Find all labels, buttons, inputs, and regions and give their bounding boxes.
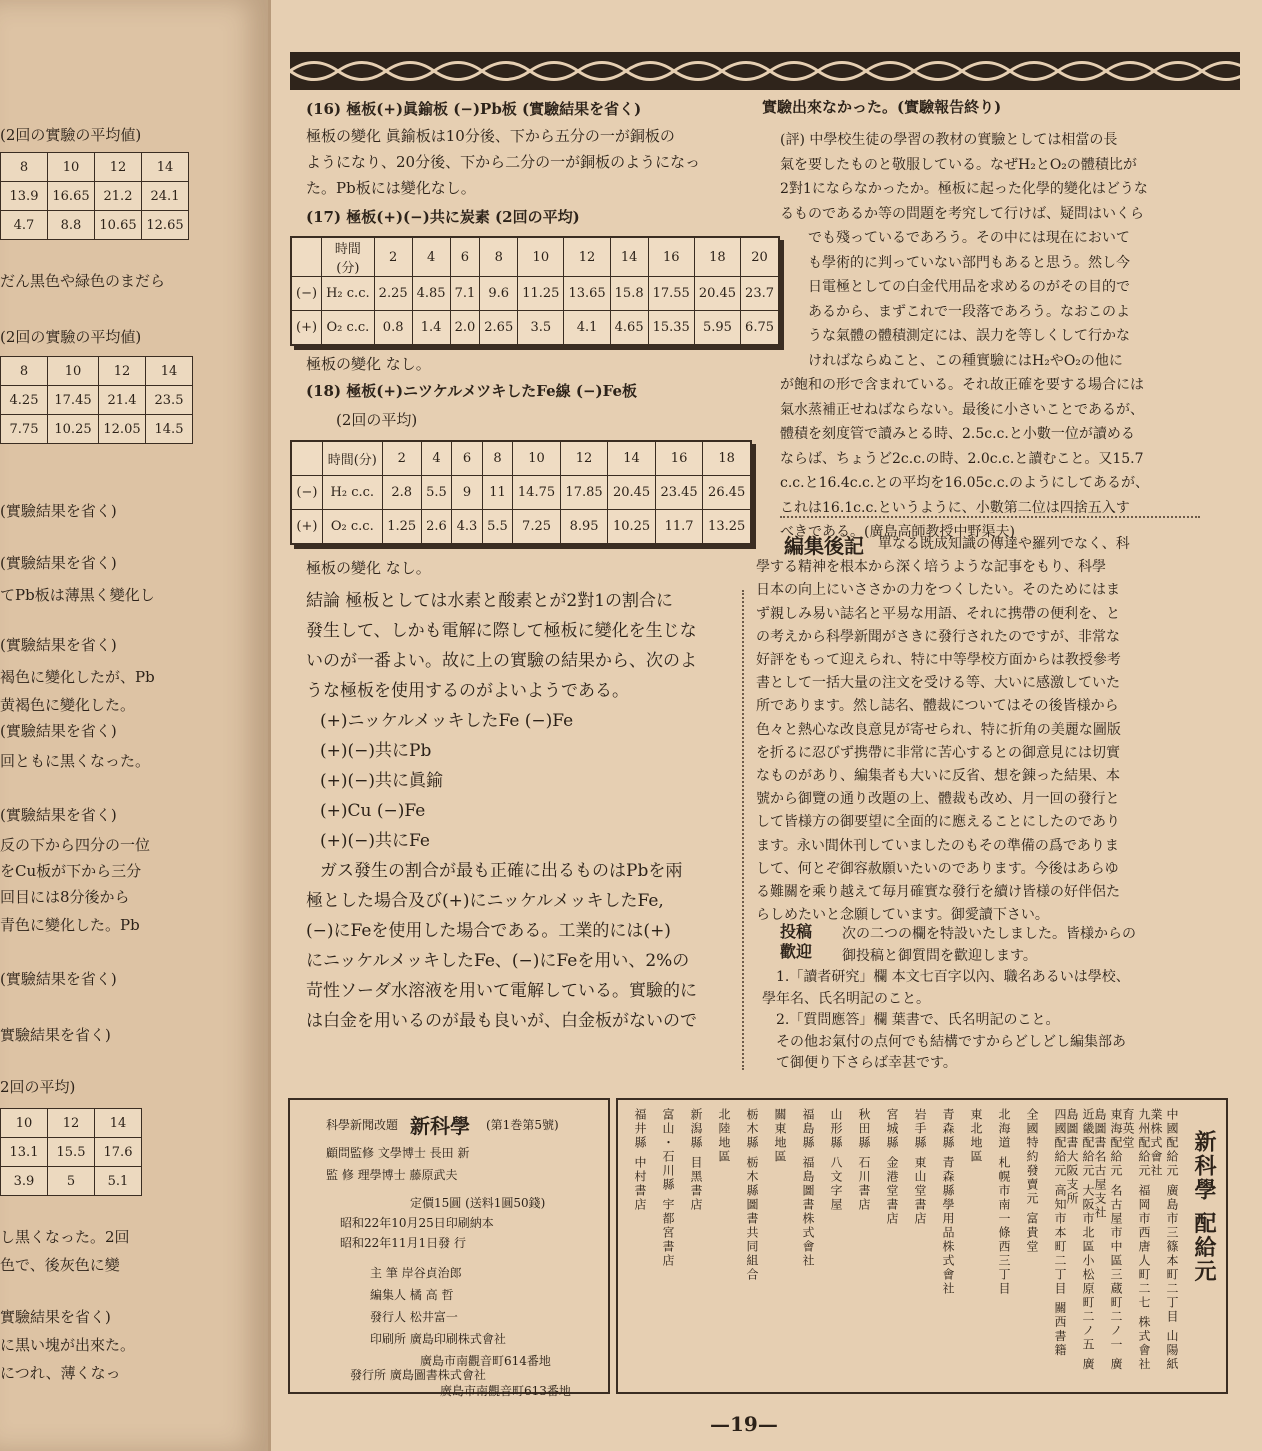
left-table-cell: 14 xyxy=(95,1109,142,1138)
left-page-line: 回ともに黒くなった。 xyxy=(0,752,151,770)
left-table-cell: 7.75 xyxy=(1,415,48,444)
table-header-cell: 20 xyxy=(741,237,779,277)
table-cell: 7.1 xyxy=(450,277,480,311)
left-table-cell: 3.9 xyxy=(1,1167,48,1196)
section-divider xyxy=(780,516,1200,518)
colophon-box xyxy=(288,1098,610,1398)
colophon-line: 廣島市南觀音町613番地 xyxy=(440,1384,571,1398)
left-page-line: 實驗結果を省く) xyxy=(0,1308,111,1326)
exp18-subtitle: (2回の平均) xyxy=(336,411,418,429)
table-header-cell: 12 xyxy=(560,441,608,476)
distributor-column: 全國特約發賣元 富貴堂 xyxy=(1025,1108,1039,1254)
critique-line: c.c.と16.4c.c.との平均を16.05c.c.のようにしてあるが、 xyxy=(780,475,1149,491)
left-page-line: につれ、薄くなっ xyxy=(0,1364,121,1382)
table-cell: 20.45 xyxy=(608,476,656,510)
conclusion-line: (+)Cu (−)Fe xyxy=(320,801,426,821)
exp16-line: ようになり、20分後、下から二分の一が銅板のようになっ xyxy=(306,153,701,171)
editor-note-line: る難關を乘り越えて毎月確實な發行を續け皆様の好伴侶た xyxy=(756,884,1120,900)
left-table-cell: 4.25 xyxy=(1,386,48,415)
editor-note-line: して、何とぞ御容赦願いたいのであります。今後はあらゆ xyxy=(756,860,1119,877)
table-header-cell: 10 xyxy=(513,441,561,476)
exp18-table xyxy=(290,440,752,545)
critique-line: 日電極としての白金代用品を求めるのがその目的で xyxy=(808,279,1130,295)
table-cell: (+) xyxy=(291,311,322,346)
conclusion-line: (−)にFeを使用した場合である。工業的には(+) xyxy=(306,921,671,941)
left-table-cell: 17.45 xyxy=(48,386,99,415)
exp17-change: 極板の變化 なし。 xyxy=(306,355,431,373)
table-cell: 2.6 xyxy=(421,510,452,545)
colophon-line: 印刷所 廣島印刷株式會社 xyxy=(370,1332,506,1346)
editor-note-line: ます。永い間休刊していましたのもその準備の爲でありま xyxy=(756,837,1119,854)
table-header-cell: 2 xyxy=(382,441,421,476)
editor-note-line: なものがあり、編集者も大いに反省、想を錬った結果、本 xyxy=(756,768,1120,784)
left-page-line: 黄褐色に變化した。 xyxy=(0,696,136,714)
left-page-line: (2回の實驗の平均値) xyxy=(0,126,142,144)
main-page xyxy=(270,0,1262,1451)
left-table-cell: 12.65 xyxy=(142,211,189,240)
page-number: —19— xyxy=(710,1412,778,1436)
table-cell: (+) xyxy=(291,510,322,545)
conclusion-line: いのが一番よい。故に上の實驗の結果から、次のよ xyxy=(306,651,697,671)
table-header-cell: 4 xyxy=(421,441,452,476)
table-corner-cell xyxy=(291,237,322,277)
editor-note-heading: 編集後記 xyxy=(784,534,864,558)
critique-line: 體積を刻度管で讀みとる時、2.5c.c.と小數一位が讀める xyxy=(780,426,1135,442)
table-cell: 2.65 xyxy=(480,311,518,346)
left-page-table xyxy=(0,356,193,444)
left-table-cell: 12 xyxy=(48,1109,95,1138)
exp17-title: (17) 極板(+)(−)共に炭素 (2回の平均) xyxy=(306,208,580,226)
editor-note-line: の考えから科學新聞がさきに發行されたのですが、非常な xyxy=(756,628,1120,645)
table-cell: 23.45 xyxy=(655,476,703,510)
distributor-column: 青森縣 青森縣學用品株式會社 xyxy=(941,1108,955,1296)
table-header-cell: 2 xyxy=(374,237,412,277)
colophon-title: 新科學 xyxy=(410,1114,470,1138)
distributor-column: 新潟縣 目黑書店 xyxy=(689,1108,703,1212)
table-cell: 2.25 xyxy=(374,277,412,311)
table-cell: 6.75 xyxy=(741,311,779,346)
contribution-line: 2.「質問應答」欄 葉書で、氏名明記のこと。 xyxy=(776,1012,1060,1028)
colophon-line: 監 修 理學博士 藤原武夫 xyxy=(326,1168,458,1182)
critique-line: あるから、まずこれで一段落であろう。なおこのよ xyxy=(808,303,1130,320)
conclusion-line: 發生して、しかも電解に際して極板に變化を生じな xyxy=(306,621,697,641)
table-header-cell: 16 xyxy=(655,441,703,476)
critique-line: も學術的に判っていない部門もあると思う。然し今 xyxy=(808,254,1130,271)
left-table-cell: 8 xyxy=(1,153,48,182)
left-table-cell: 10.25 xyxy=(48,415,99,444)
left-table-cell: 10 xyxy=(48,153,95,182)
table-cell: 17.55 xyxy=(648,277,694,311)
colophon-line: 顧問監修 文學博士 長田 新 xyxy=(326,1146,470,1160)
left-table-cell: 10 xyxy=(48,357,99,386)
distributor-column: 栃木縣 栃木縣圖書共同組合 xyxy=(745,1108,759,1282)
editor-note-line: 好評をもって迎えられ、特に中等學校方面からは教授參考 xyxy=(756,652,1121,668)
table-cell: 11.7 xyxy=(655,510,703,545)
report-end: 實驗出來なかった。(實驗報告終り) xyxy=(762,98,1002,116)
colophon-title-small: 科學新聞改題 xyxy=(326,1118,399,1132)
critique-line: 2對1にならなかったか。極板に起った化學的變化はどうな xyxy=(780,181,1148,197)
left-table-cell: 14 xyxy=(142,153,189,182)
left-table-cell: 21.4 xyxy=(99,386,146,415)
left-table-cell: 5 xyxy=(48,1167,95,1196)
table-header-cell: 6 xyxy=(452,441,483,476)
left-page-line: (實驗結果を省く) xyxy=(0,554,117,572)
editor-note-line: 學する精神を根本から深く培うような記事をもり、科學 xyxy=(756,559,1106,576)
distributor-column: 富山・石川縣 宇都宮書店 xyxy=(661,1108,675,1268)
decorative-border-ornament xyxy=(290,52,1240,90)
left-table-cell: 12 xyxy=(95,153,142,182)
table-cell: (−) xyxy=(291,277,322,311)
table-cell: 15.8 xyxy=(610,277,648,311)
critique-line: るものであるか等の問題を考究して行けば、疑問はいくら xyxy=(780,205,1144,222)
table-cell: 11.25 xyxy=(518,277,564,311)
left-page-line: をCu板が下から三分 xyxy=(0,862,142,880)
editor-note-line: して皆様方の御要望に全面的に應えることにしたのであり xyxy=(756,814,1120,831)
conclusion-line: にニッケルメッキしたFe、(−)にFeを用い、2%の xyxy=(306,951,690,971)
critique-line: これは16.1c.c.というように、小數第二位は四捨五入す xyxy=(780,499,1130,516)
table-cell: 15.35 xyxy=(648,311,694,346)
editor-note-line: 單なる既成知識の傳達や羅列でなく、科 xyxy=(878,536,1130,552)
left-table-cell: 14.5 xyxy=(146,415,193,444)
editor-note-line: 書として一括大量の注文を受ける等、大いに感激していた xyxy=(756,675,1120,692)
colophon-line: 廣島市南觀音町614番地 xyxy=(420,1354,551,1368)
left-table-cell: 13.9 xyxy=(1,182,48,211)
contribution-line: 御投稿と御質問を歡迎します。 xyxy=(842,947,1037,964)
editor-note-line: 色々と熱心な改良意見が寄せられ、特に折角の美麗な圖版 xyxy=(756,721,1121,738)
editor-note-line: ず親しみ易い誌名と平易な用語、それに携帶の便利を、と xyxy=(756,605,1120,622)
distributor-column: 北海道 札幌市南一條西三丁目 xyxy=(997,1108,1011,1296)
colophon-line: 昭和22年11月1日發 行 xyxy=(340,1236,466,1250)
distributor-column: 近畿配給元 大阪市北區小松原町二ノ五 廣島圖書大阪支所 xyxy=(1065,1108,1095,1372)
left-table-cell: 12 xyxy=(99,357,146,386)
left-table-cell: 21.2 xyxy=(95,182,142,211)
critique-line: 氣を要したものと敬服している。なぜH₂とO₂の體積比が xyxy=(780,156,1137,173)
critique-line: (評) 中學校生徒の學習の教材の實驗としては相當の長 xyxy=(780,132,1118,148)
table-cell: 9 xyxy=(452,476,483,510)
distributor-column: 秋田縣 石川書店 xyxy=(857,1108,871,1212)
distributor-column: 福島縣 福島圖書株式會社 xyxy=(801,1108,815,1268)
left-table-cell: 23.5 xyxy=(146,386,193,415)
table-header-cell: 8 xyxy=(480,237,518,277)
editor-note-line: 日本の向上にいささかの力をつくしたい。そのためにはま xyxy=(756,582,1120,599)
table-cell: 4.85 xyxy=(412,277,450,311)
table-header-cell: 16 xyxy=(648,237,694,277)
contribution-line: 學年名、氏名明記のこと。 xyxy=(762,990,930,1007)
left-page-line: 2回の平均) xyxy=(0,1078,76,1096)
conclusion-line: (+)(−)共にFe xyxy=(320,831,430,851)
editor-note-line: らしめたいと念願しています。御愛讀下さい。 xyxy=(756,907,1049,924)
colophon-line: 發行人 松井富一 xyxy=(370,1310,458,1324)
left-page-line: 褐色に變化したが、Pb xyxy=(0,668,155,686)
left-table-cell: 10 xyxy=(1,1109,48,1138)
exp18-title: (18) 極板(+)ニツケルメツキしたFe線 (−)Fe板 xyxy=(306,382,637,400)
critique-line: ならば、ちょうど2c.c.の時、2.0c.c.と讀むこと。又15.7 xyxy=(780,450,1144,467)
table-cell: 20.45 xyxy=(694,277,740,311)
distributor-column: 岩手縣 東山堂書店 xyxy=(913,1108,927,1226)
distributor-column: 北陸地區 xyxy=(717,1108,731,1164)
left-page-line: 色で、後灰色に變 xyxy=(0,1256,120,1274)
critique-line: ければならぬこと、この種實驗にはH₂やO₂の他に xyxy=(808,352,1123,369)
left-table-cell: 15.5 xyxy=(48,1138,95,1167)
distributor-column: 關東地區 xyxy=(773,1108,787,1164)
conclusion-line: (+)ニッケルメッキしたFe (−)Fe xyxy=(320,711,574,731)
left-table-cell: 5.1 xyxy=(95,1167,142,1196)
left-page-line: に黒い塊が出來た。 xyxy=(0,1336,136,1354)
table-header-cell: 8 xyxy=(482,441,513,476)
table-header-cell: 時間(分) xyxy=(322,237,375,277)
table-cell: 10.25 xyxy=(608,510,656,545)
critique-line: が飽和の形で含まれている。それ故正確を要する場合には xyxy=(780,377,1144,393)
contribution-label: 投稿 歡迎 xyxy=(780,922,813,961)
left-table-cell: 10.65 xyxy=(95,211,142,240)
table-header-cell: 4 xyxy=(412,237,450,277)
table-cell: H₂ c.c. xyxy=(322,277,375,311)
column-divider xyxy=(742,590,744,1070)
table-header-cell: 18 xyxy=(694,237,740,277)
conclusion-line: 結論 極板としては水素と酸素とが2對1の割合に xyxy=(306,591,674,611)
colophon-line: 主 筆 岸谷貞治郎 xyxy=(370,1266,462,1280)
left-page-line: 實驗結果を省く) xyxy=(0,1026,111,1044)
left-table-cell: 8 xyxy=(1,357,48,386)
left-page-line: (實驗結果を省く) xyxy=(0,636,117,654)
table-cell: 17.85 xyxy=(560,476,608,510)
table-cell: 4.3 xyxy=(452,510,483,545)
table-cell: O₂ c.c. xyxy=(322,311,375,346)
left-table-cell: 24.1 xyxy=(142,182,189,211)
contribution-line: 次の二つの欄を特設いたしました。皆様からの xyxy=(842,926,1136,942)
distributor-box xyxy=(616,1098,1228,1394)
left-page-line: (實驗結果を省く) xyxy=(0,806,117,824)
table-cell: 14.75 xyxy=(513,476,561,510)
colophon-line: 發行所 廣島圖書株式會社 xyxy=(350,1368,486,1382)
exp16-line: た。Pb板には變化なし。 xyxy=(306,179,476,197)
table-cell: 5.95 xyxy=(694,311,740,346)
conclusion-line: 苛性ソーダ水溶液を用いて電解している。實驗的に xyxy=(306,981,697,1001)
editor-note-line: 所であります。然し誌名、體裁についてはその後皆様から xyxy=(756,698,1119,715)
exp16-line: 極板の變化 眞鍮板は10分後、下から五分の一が銅板の xyxy=(306,127,675,145)
table-cell: H₂ c.c. xyxy=(322,476,382,510)
conclusion-line: 極とした場合及び(+)にニッケルメッキしたFe, xyxy=(306,891,664,911)
left-page xyxy=(0,0,262,1451)
left-table-cell: 12.05 xyxy=(99,415,146,444)
left-page-line: (實驗結果を省く) xyxy=(0,722,117,740)
distributor-column: 福井縣 中村書店 xyxy=(633,1108,647,1212)
colophon-line: 定價15圓 (送料1圓50錢) xyxy=(410,1196,546,1210)
distributor-column: 宮城縣 金港堂書店 xyxy=(885,1108,899,1226)
table-header-cell: 10 xyxy=(518,237,564,277)
left-page-line: だん黒色や緑色のまだら xyxy=(0,272,166,290)
table-header-cell: 12 xyxy=(564,237,610,277)
left-page-line: し黒くなった。2回 xyxy=(0,1228,130,1246)
table-header-cell: 14 xyxy=(610,237,648,277)
distributor-column: 中國配給元 廣島市三篠本町二丁目 山陽紙業株式會社 xyxy=(1149,1108,1179,1372)
critique-line: 氣水蒸補正せねばならない。最後に小さいことであるが、 xyxy=(780,401,1144,418)
table-cell: 5.5 xyxy=(482,510,513,545)
distributor-column: 山形縣 八文字屋 xyxy=(829,1108,843,1212)
critique-line: でも殘っているであろう。その中には現在において xyxy=(808,230,1130,246)
left-table-cell: 16.65 xyxy=(48,182,95,211)
table-cell: O₂ c.c. xyxy=(322,510,382,545)
table-header-cell: 時間(分) xyxy=(322,441,382,476)
table-cell: 3.5 xyxy=(518,311,564,346)
exp17-table xyxy=(290,236,780,346)
table-cell: 26.45 xyxy=(703,476,751,510)
left-page-line: 青色に變化した。Pb xyxy=(0,916,140,934)
conclusion-line: うな極板を使用するのがよいようである。 xyxy=(306,681,629,701)
left-page-line: てPb板は薄黒く變化し xyxy=(0,586,155,604)
left-table-cell: 14 xyxy=(146,357,193,386)
conclusion-line: は白金を用いるのが最も良いが、白金板がないので xyxy=(306,1011,697,1031)
colophon-line: 編集人 橘 高 哲 xyxy=(370,1288,454,1302)
table-cell: 9.6 xyxy=(480,277,518,311)
critique-line: べきである。(廣島高師教授中野渠夫) xyxy=(780,524,1015,540)
left-page-line: 反の下から四分の一位 xyxy=(0,836,151,854)
left-page-line: (實驗結果を省く) xyxy=(0,502,117,520)
table-cell: 1.4 xyxy=(412,311,450,346)
table-header-cell: 18 xyxy=(703,441,751,476)
left-table-cell: 13.1 xyxy=(1,1138,48,1167)
distributor-column: 東北地區 xyxy=(969,1108,983,1164)
table-corner-cell xyxy=(291,441,322,476)
table-cell: 13.25 xyxy=(703,510,751,545)
distributor-column: 四國配給元 高知市本町二丁目 關西書籍 xyxy=(1053,1108,1067,1358)
left-table-cell: 8.8 xyxy=(48,211,95,240)
colophon-line: 昭和22年10月25日印刷納本 xyxy=(340,1216,494,1230)
table-cell: 0.8 xyxy=(374,311,412,346)
table-cell: 23.7 xyxy=(741,277,779,311)
conclusion-line: (+)(−)共に眞鍮 xyxy=(320,771,444,791)
conclusion-line: ガス發生の割合が最も正確に出るものはPbを兩 xyxy=(320,861,683,881)
left-page-line: (2回の實驗の平均値) xyxy=(0,328,142,346)
table-cell: 4.1 xyxy=(564,311,610,346)
distributor-column: 東海配給元 名古屋市中區三蔵町二ノ一 廣島圖書名古屋支社 xyxy=(1093,1108,1123,1372)
contribution-line: て御便り下さらば幸甚です。 xyxy=(776,1055,957,1071)
table-cell: 5.5 xyxy=(421,476,452,510)
table-cell: 1.25 xyxy=(382,510,421,545)
colophon-issue: (第1巻第5號) xyxy=(486,1118,559,1132)
exp16-title: (16) 極板(+)眞鍮板 (−)Pb板 (實驗結果を省く) xyxy=(306,100,642,118)
table-cell: 8.95 xyxy=(560,510,608,545)
table-cell: 4.65 xyxy=(610,311,648,346)
left-page-line: 回目には8分後から xyxy=(0,888,130,906)
distributor-title: 新科學 配給元 xyxy=(1191,1130,1217,1284)
left-table-cell: 4.7 xyxy=(1,211,48,240)
left-page-table xyxy=(0,152,189,240)
table-cell: 2.8 xyxy=(382,476,421,510)
left-table-cell: 17.6 xyxy=(95,1138,142,1167)
left-page-line: (實驗結果を省く) xyxy=(0,970,117,988)
distributor-column: 九州配給元 福岡市西唐人町二七 株式會社 育英堂 xyxy=(1121,1108,1151,1372)
table-cell: 11 xyxy=(482,476,513,510)
critique-line: うな氣體の體積測定には、誤力を等しくして行かな xyxy=(808,328,1130,344)
table-cell: (−) xyxy=(291,476,322,510)
table-header-cell: 14 xyxy=(608,441,656,476)
editor-note-line: 號から御覽の通り改題の上、體裁も改め、月一回の發行と xyxy=(756,791,1120,808)
table-cell: 2.0 xyxy=(450,311,480,346)
left-page-table xyxy=(0,1108,142,1196)
table-header-cell: 6 xyxy=(450,237,480,277)
editor-note-line: を折るに忍びず携帶に非常に苦心するとの御意見には切實 xyxy=(756,744,1120,761)
exp18-change: 極板の變化 なし。 xyxy=(306,559,431,577)
table-cell: 7.25 xyxy=(513,510,561,545)
table-cell: 13.65 xyxy=(564,277,610,311)
contribution-line: その他お氣付の点何でも結構ですからどしどし編集部あ xyxy=(776,1033,1126,1050)
conclusion-line: (+)(−)共にPb xyxy=(320,741,432,761)
contribution-line: 1.「讀者研究」欄 本文七百字以內、職名あるいは學校、 xyxy=(776,969,1130,985)
